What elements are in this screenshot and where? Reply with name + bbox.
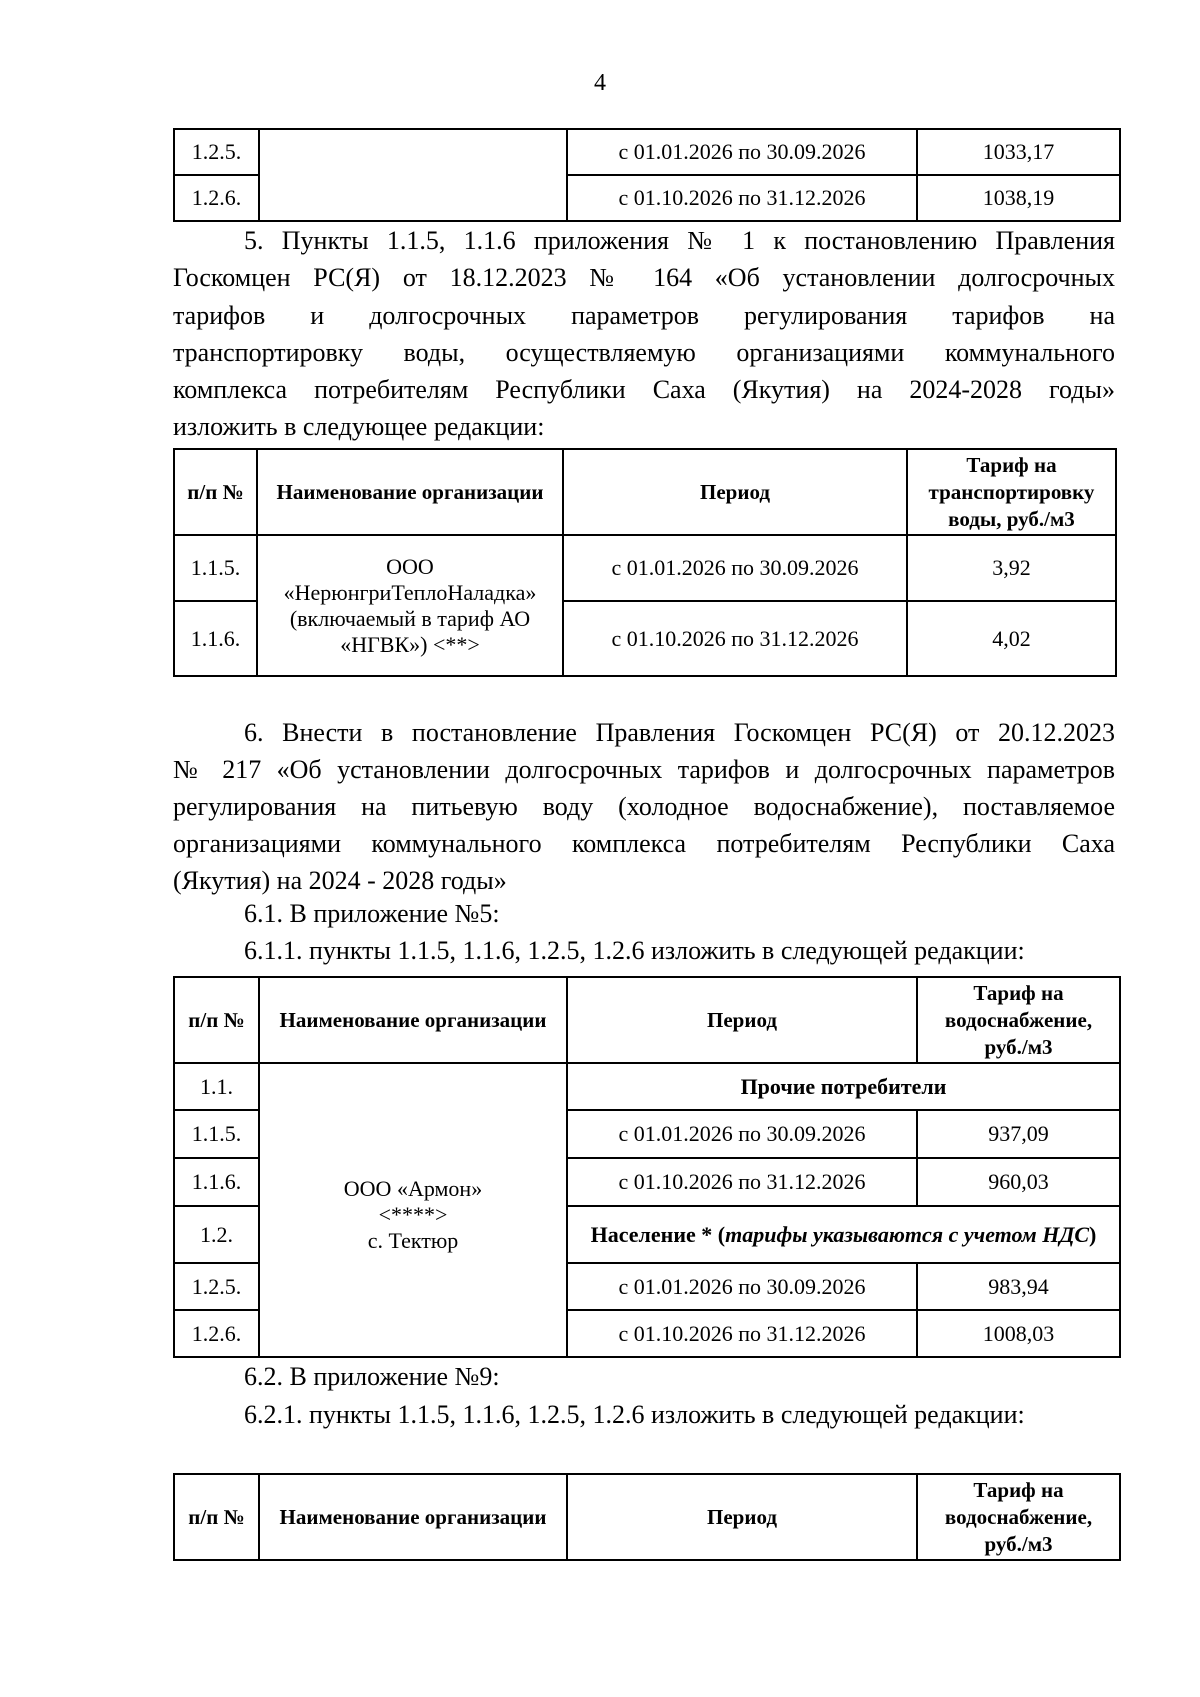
subitem-6-1-1: 6.1.1. пункты 1.1.5, 1.1.6, 1.2.5, 1.2.6 изложить в следующей редакции: bbox=[244, 936, 1025, 965]
table-header-row bbox=[174, 1474, 1120, 1560]
paragraph-line: 6. Внести в постановление Правления Госкомцен РС(Я) от 20.12.2023 bbox=[244, 718, 1115, 747]
water-tariff-table bbox=[173, 976, 1121, 1358]
paragraph-line: изложить в следующее редакции: bbox=[173, 412, 545, 441]
transport-tariff-table bbox=[173, 448, 1117, 677]
org-name: ООО «Армон» bbox=[343, 1176, 483, 1201]
page-number: 4 bbox=[594, 70, 606, 96]
period-cell: с 01.10.2026 по 31.12.2026 bbox=[567, 1158, 917, 1206]
tariff-cell: 1008,03 bbox=[917, 1310, 1120, 1357]
row-number: 1.1.5. bbox=[174, 535, 257, 601]
tariff-cell: 983,94 bbox=[917, 1263, 1120, 1310]
org-place: с. Тектюр bbox=[367, 1228, 459, 1253]
row-number: 1.2.5. bbox=[174, 129, 259, 175]
header-tariff: Тариф на транспортировку воды, руб./м3 bbox=[907, 449, 1116, 535]
paragraph-line: Госкомцен РС(Я) от 18.12.2023 № 164 «Об установлении долгосрочных bbox=[173, 263, 1115, 292]
paragraph-line: комплекса потребителям Республики Саха (Якутия) на 2024-2028 годы» bbox=[173, 375, 1115, 404]
group-row bbox=[174, 1063, 1120, 1110]
header-org: Наименование организации bbox=[257, 449, 563, 535]
row-number: 1.2.6. bbox=[174, 175, 259, 221]
header-num: п/п № bbox=[174, 449, 257, 535]
row-number: 1.2.6. bbox=[174, 1310, 259, 1357]
row-number: 1.1.6. bbox=[174, 1158, 259, 1206]
row-number: 1.2. bbox=[174, 1206, 259, 1263]
paragraph-line: (Якутия) на 2024 - 2028 годы» bbox=[173, 866, 507, 895]
tariff-cell: 4,02 bbox=[907, 601, 1116, 676]
table-header-row bbox=[174, 977, 1120, 1063]
header-num: п/п № bbox=[174, 977, 259, 1063]
paragraph-line: организациями коммунального комплекса потребителям Республики Саха bbox=[173, 829, 1115, 858]
period-cell: с 01.01.2026 по 30.09.2026 bbox=[567, 1110, 917, 1158]
paragraph-line: 5. Пункты 1.1.5, 1.1.6 приложения № 1 к постановлению Правления bbox=[244, 226, 1115, 255]
header-tariff: Тариф на водоснабжение, руб./м3 bbox=[917, 977, 1120, 1063]
tariff-cell: 3,92 bbox=[907, 535, 1116, 601]
org-name-cell bbox=[259, 1063, 567, 1357]
tariff-cell: 1038,19 bbox=[917, 175, 1120, 221]
org-code: <****> bbox=[378, 1202, 448, 1227]
tariff-cell: 1033,17 bbox=[917, 129, 1120, 175]
table-header-row bbox=[174, 449, 1116, 535]
paragraph-line: регулирования на питьевую воду (холодное водоснабжение), поставляемое bbox=[173, 792, 1115, 821]
tariff-cell: 937,09 bbox=[917, 1110, 1120, 1158]
header-period: Период bbox=[563, 449, 907, 535]
period-cell: с 01.10.2026 по 31.12.2026 bbox=[567, 1310, 917, 1357]
period-cell: с 01.01.2026 по 30.09.2026 bbox=[567, 1263, 917, 1310]
header-org: Наименование организации bbox=[259, 1474, 567, 1560]
org-cell bbox=[259, 175, 567, 221]
group-label bbox=[567, 1206, 1120, 1263]
org-name-cell: ООО «НерюнгриТеплоНаладка» (включаемый в тариф АО «НГВК») <**> bbox=[257, 535, 563, 676]
subitem-6-1: 6.1. В приложение №5: bbox=[244, 899, 500, 928]
period-cell: с 01.10.2026 по 31.12.2026 bbox=[563, 601, 907, 676]
paragraph-line: тарифов и долгосрочных параметров регулирования тарифов на bbox=[173, 301, 1115, 330]
org-cell bbox=[259, 129, 567, 175]
row-number: 1.1.5. bbox=[174, 1110, 259, 1158]
subitem-6-2-1: 6.2.1. пункты 1.1.5, 1.1.6, 1.2.5, 1.2.6 изложить в следующей редакции: bbox=[244, 1400, 1025, 1429]
subitem-6-2: 6.2. В приложение №9: bbox=[244, 1362, 500, 1391]
water-tariff-table-2 bbox=[173, 1473, 1121, 1561]
header-tariff: Тариф на водоснабжение, руб./м3 bbox=[917, 1474, 1120, 1560]
tariff-cell: 960,03 bbox=[917, 1158, 1120, 1206]
group-label-note: тарифы указываются с учетом НДС bbox=[725, 1221, 1090, 1247]
group-label: Прочие потребители bbox=[567, 1063, 1120, 1110]
period-cell: с 01.01.2026 по 30.09.2026 bbox=[563, 535, 907, 601]
header-period: Период bbox=[567, 1474, 917, 1560]
paragraph-line: транспортировку воды, осуществляемую организациями коммунального bbox=[173, 338, 1115, 367]
tariff-table-continued bbox=[173, 128, 1121, 222]
group-label-end: ) bbox=[1089, 1221, 1097, 1247]
table-row bbox=[174, 129, 1120, 175]
period-cell: с 01.10.2026 по 31.12.2026 bbox=[567, 175, 917, 221]
row-number: 1.1. bbox=[174, 1063, 259, 1110]
table-row bbox=[174, 175, 1120, 221]
period-cell: с 01.01.2026 по 30.09.2026 bbox=[567, 129, 917, 175]
paragraph-line: № 217 «Об установлении долгосрочных тарифов и долгосрочных параметров bbox=[173, 755, 1115, 784]
header-period: Период bbox=[567, 977, 917, 1063]
header-org: Наименование организации bbox=[259, 977, 567, 1063]
group-label-start: Население * ( bbox=[590, 1221, 726, 1247]
row-number: 1.1.6. bbox=[174, 601, 257, 676]
header-num: п/п № bbox=[174, 1474, 259, 1560]
row-number: 1.2.5. bbox=[174, 1263, 259, 1310]
table-row bbox=[174, 535, 1116, 601]
